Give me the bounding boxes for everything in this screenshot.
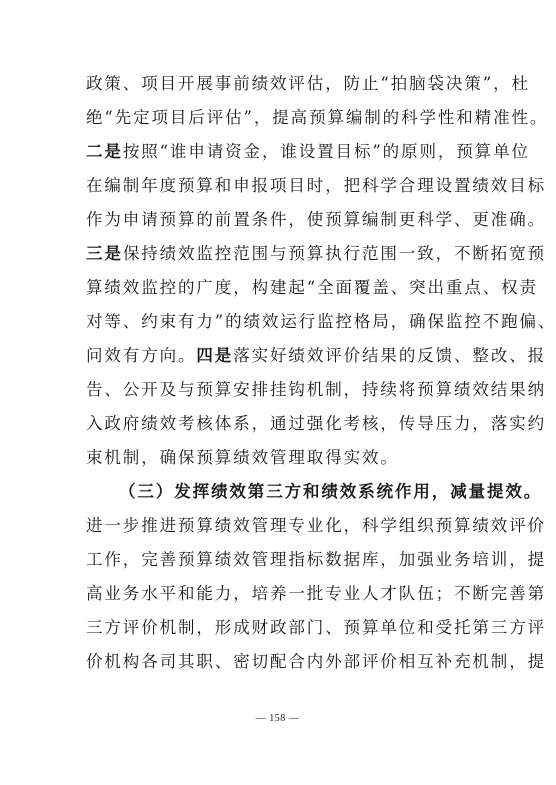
text-run: 束机制，确保预算绩效管理取得实效。	[86, 448, 399, 467]
text-run: 价机构各司其职、密切配合内外部评价相互补充机制，提	[86, 652, 546, 671]
paragraph-line	[86, 446, 476, 470]
text-run: 保持绩效监控范围与预算执行范围一致，不断拓宽预	[122, 244, 547, 263]
text-run: 在编制年度预算和申报项目时，把科学合理设置绩效目标	[86, 176, 546, 195]
paragraph-line	[86, 412, 546, 436]
paragraph-line	[86, 242, 547, 266]
paragraph-line	[86, 140, 530, 164]
paragraph-line	[86, 310, 556, 334]
paragraph-line	[86, 106, 549, 130]
paragraph-line	[86, 174, 546, 198]
text-run: 高业务水平和能力，培养一批专业人才队伍；不断完善第	[86, 584, 546, 603]
paragraph-line	[86, 616, 546, 640]
paragraph-line	[86, 548, 546, 572]
text-run: 绝“先定项目后评估”，提高预算编制的科学性和精准性。	[86, 108, 549, 127]
section-heading	[119, 480, 543, 504]
list-marker-third: 三是	[86, 244, 123, 263]
paragraph-line	[86, 514, 546, 538]
paragraph-line	[86, 378, 546, 402]
list-marker-second: 二是	[86, 142, 123, 161]
paragraph-line	[86, 208, 546, 232]
text-run: 三方评价机制，形成财政部门、预算单位和受托第三方评	[86, 618, 546, 637]
paragraph-line	[86, 276, 538, 300]
page-number: — 158 —	[255, 713, 300, 724]
text-run: 按照“谁申请资金，谁设置目标”的原则，预算单位	[122, 142, 530, 161]
paragraph-line	[86, 582, 546, 606]
paragraph-line	[86, 344, 547, 368]
text-run: 告、公开及与预算安排挂钩机制，持续将预算绩效结果纳	[86, 380, 546, 399]
text-run: 政策、项目开展事前绩效评估，防止“拍脑袋决策”，杜	[86, 74, 530, 93]
text-run: 工作，完善预算绩效管理指标数据库，加强业务培训，提	[86, 550, 546, 569]
text-run: 问效有方向。	[86, 346, 197, 365]
text-run: 入政府绩效考核体系，通过强化考核，传导压力，落实约	[86, 414, 546, 433]
paragraph-line	[86, 72, 530, 96]
text-run: 落实好绩效评价结果的反馈、整改、报	[233, 346, 547, 365]
list-marker-fourth: 四是	[196, 346, 234, 365]
text-run: 进一步推进预算绩效管理专业化，科学组织预算绩效评价	[86, 516, 546, 535]
text-run: 算绩效监控的广度，构建起“全面覆盖、突出重点、权责	[86, 278, 538, 297]
section-heading-text: （三）发挥绩效第三方和绩效系统作用，减量提效。	[119, 482, 543, 501]
text-run: 作为申请预算的前置条件，使预算编制更科学、更准确。	[86, 210, 546, 229]
text-run: 对等、约束有力”的绩效运行监控格局，确保监控不跑偏、	[86, 312, 556, 331]
paragraph-line	[86, 650, 546, 674]
